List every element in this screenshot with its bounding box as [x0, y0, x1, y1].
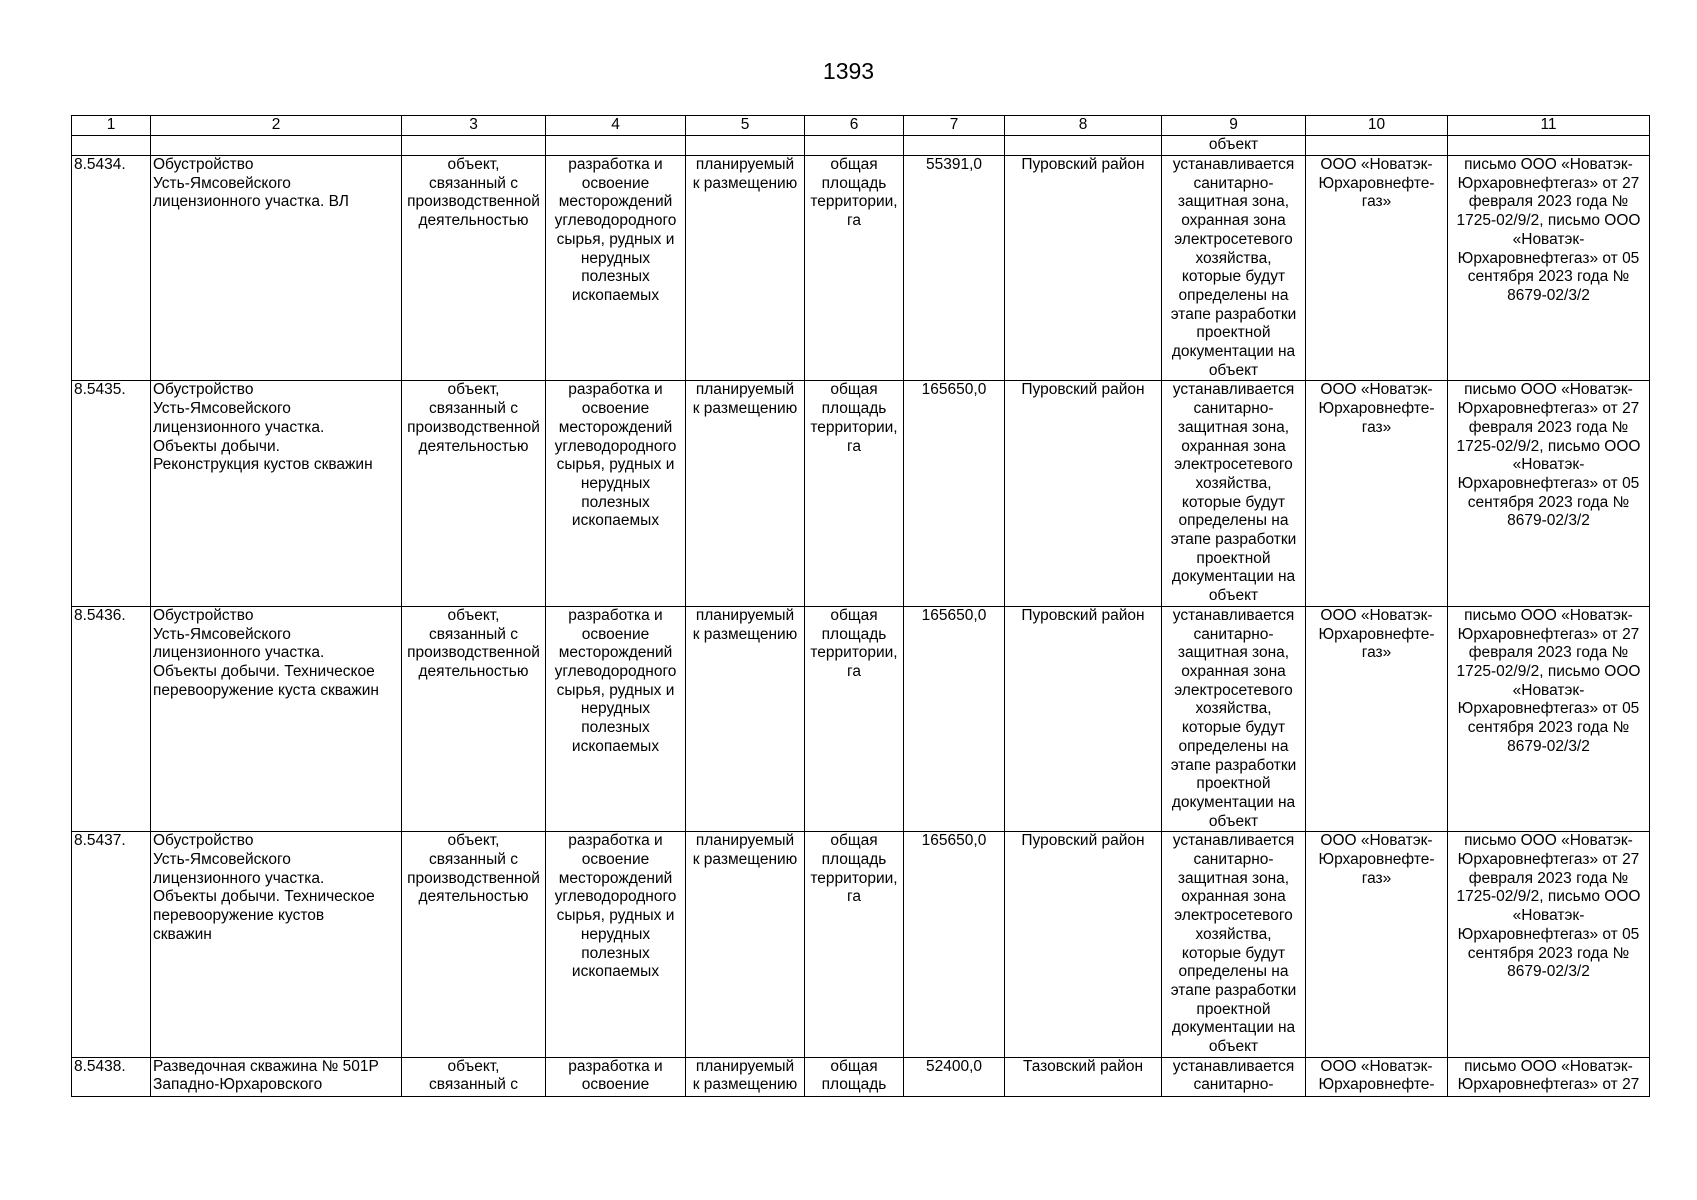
organization: ООО «Новатэк- Юрхаровнефте- газ»	[1306, 381, 1448, 606]
column-header: 10	[1306, 116, 1448, 136]
district: Тазовский район	[1005, 1057, 1162, 1096]
object-purpose: разработка и освоение месторождений углеводородного сырья, рудных и нерудных полезных ископаемых	[546, 381, 686, 606]
row-number: 8.5437.	[72, 832, 151, 1057]
row-number: 8.5436.	[72, 606, 151, 831]
table-row	[72, 1057, 1650, 1096]
organization: ООО «Новатэк- Юрхаровнефте-	[1306, 1057, 1448, 1096]
district: Пуровский район	[1005, 606, 1162, 831]
register-table	[71, 115, 1650, 1097]
object-status: планируемый к размещению	[686, 381, 805, 606]
parameter-name: общая площадь территории, га	[805, 606, 904, 831]
basis-document: письмо ООО «Новатэк- Юрхаровнефтегаз» от 27	[1448, 1057, 1650, 1096]
row-number: 8.5435.	[72, 381, 151, 606]
object-status: планируемый к размещению	[686, 832, 805, 1057]
parameter-name: общая площадь территории, га	[805, 832, 904, 1057]
table-row	[72, 832, 1650, 1057]
object-name: Обустройство Усть-Ямсовейского лицензионного участка. Объекты добычи. Техническое перевооружение кустов скважин	[151, 832, 402, 1057]
row-number: 8.5434.	[72, 156, 151, 381]
district: Пуровский район	[1005, 381, 1162, 606]
object-purpose: разработка и освоение месторождений углеводородного сырья, рудных и нерудных полезных ископаемых	[546, 606, 686, 831]
zone-description: устанавливается санитарно- защитная зона, охранная зона электросетевого хозяйства, которые будут определены на этапе разработки проектной документации на объект	[1162, 156, 1306, 381]
column-header: 7	[904, 116, 1005, 136]
object-status: планируемый к размещению	[686, 606, 805, 831]
column-header: 4	[546, 116, 686, 136]
column-number-row	[72, 116, 1650, 136]
object-purpose: разработка и освоение месторождений углеводородного сырья, рудных и нерудных полезных ископаемых	[546, 832, 686, 1057]
column-header: 1	[72, 116, 151, 136]
table-row	[72, 606, 1650, 831]
object-type: объект, связанный с производственной деятельностью	[402, 606, 546, 831]
column-header: 8	[1005, 116, 1162, 136]
zone-description: устанавливается санитарно- защитная зона, охранная зона электросетевого хозяйства, которые будут определены на этапе разработки проектной документации на объект	[1162, 832, 1306, 1057]
object-name: Обустройство Усть-Ямсовейского лицензионного участка. Объекты добычи. Техническое перевооружение куста скважин	[151, 606, 402, 831]
object-purpose: разработка и освоение	[546, 1057, 686, 1096]
organization: ООО «Новатэк- Юрхаровнефте- газ»	[1306, 832, 1448, 1057]
basis-document: письмо ООО «Новатэк- Юрхаровнефтегаз» от 27 февраля 2023 года № 1725-02/9/2, письмо ООО «Новатэк- Юрхаровнефтегаз» от 05 сентября 2023 года № 8679-02/3/2	[1448, 156, 1650, 381]
district: Пуровский район	[1005, 832, 1162, 1057]
parameter-value: 55391,0	[904, 156, 1005, 381]
basis-document: письмо ООО «Новатэк- Юрхаровнефтегаз» от 27 февраля 2023 года № 1725-02/9/2, письмо ООО «Новатэк- Юрхаровнефтегаз» от 05 сентября 2023 года № 8679-02/3/2	[1448, 381, 1650, 606]
column-header: 6	[805, 116, 904, 136]
row-number: 8.5438.	[72, 1057, 151, 1096]
continuation-text: объект	[1162, 136, 1306, 156]
column-header: 3	[402, 116, 546, 136]
object-name: Разведочная скважина № 501Р Западно-Юрхаровского	[151, 1057, 402, 1096]
object-purpose: разработка и освоение месторождений углеводородного сырья, рудных и нерудных полезных ископаемых	[546, 156, 686, 381]
object-status: планируемый к размещению	[686, 1057, 805, 1096]
column-header: 11	[1448, 116, 1650, 136]
parameter-name: общая площадь	[805, 1057, 904, 1096]
parameter-value: 165650,0	[904, 606, 1005, 831]
object-type: объект, связанный с производственной деятельностью	[402, 832, 546, 1057]
parameter-name: общая площадь территории, га	[805, 381, 904, 606]
zone-description: устанавливается санитарно- защитная зона, охранная зона электросетевого хозяйства, которые будут определены на этапе разработки проектной документации на объект	[1162, 606, 1306, 831]
parameter-name: общая площадь территории, га	[805, 156, 904, 381]
continuation-row	[72, 136, 1650, 156]
object-status: планируемый к размещению	[686, 156, 805, 381]
basis-document: письмо ООО «Новатэк- Юрхаровнефтегаз» от 27 февраля 2023 года № 1725-02/9/2, письмо ООО «Новатэк- Юрхаровнефтегаз» от 05 сентября 2023 года № 8679-02/3/2	[1448, 606, 1650, 831]
object-type: объект, связанный с производственной деятельностью	[402, 381, 546, 606]
zone-description: устанавливается санитарно- защитная зона, охранная зона электросетевого хозяйства, которые будут определены на этапе разработки проектной документации на объект	[1162, 381, 1306, 606]
zone-description: устанавливается санитарно-	[1162, 1057, 1306, 1096]
parameter-value: 52400,0	[904, 1057, 1005, 1096]
object-type: объект, связанный с производственной деятельностью	[402, 156, 546, 381]
organization: ООО «Новатэк- Юрхаровнефте- газ»	[1306, 156, 1448, 381]
column-header: 5	[686, 116, 805, 136]
page-number: 1393	[822, 58, 875, 84]
organization: ООО «Новатэк- Юрхаровнефте- газ»	[1306, 606, 1448, 831]
table-row	[72, 381, 1650, 606]
parameter-value: 165650,0	[904, 832, 1005, 1057]
table-row	[72, 156, 1650, 381]
column-header: 9	[1162, 116, 1306, 136]
object-name: Обустройство Усть-Ямсовейского лицензионного участка. ВЛ	[151, 156, 402, 381]
district: Пуровский район	[1005, 156, 1162, 381]
parameter-value: 165650,0	[904, 381, 1005, 606]
column-header: 2	[151, 116, 402, 136]
object-name: Обустройство Усть-Ямсовейского лицензионного участка. Объекты добычи. Реконструкция кустов скважин	[151, 381, 402, 606]
object-type: объект, связанный с	[402, 1057, 546, 1096]
basis-document: письмо ООО «Новатэк- Юрхаровнефтегаз» от 27 февраля 2023 года № 1725-02/9/2, письмо ООО «Новатэк- Юрхаровнефтегаз» от 05 сентября 2023 года № 8679-02/3/2	[1448, 832, 1650, 1057]
